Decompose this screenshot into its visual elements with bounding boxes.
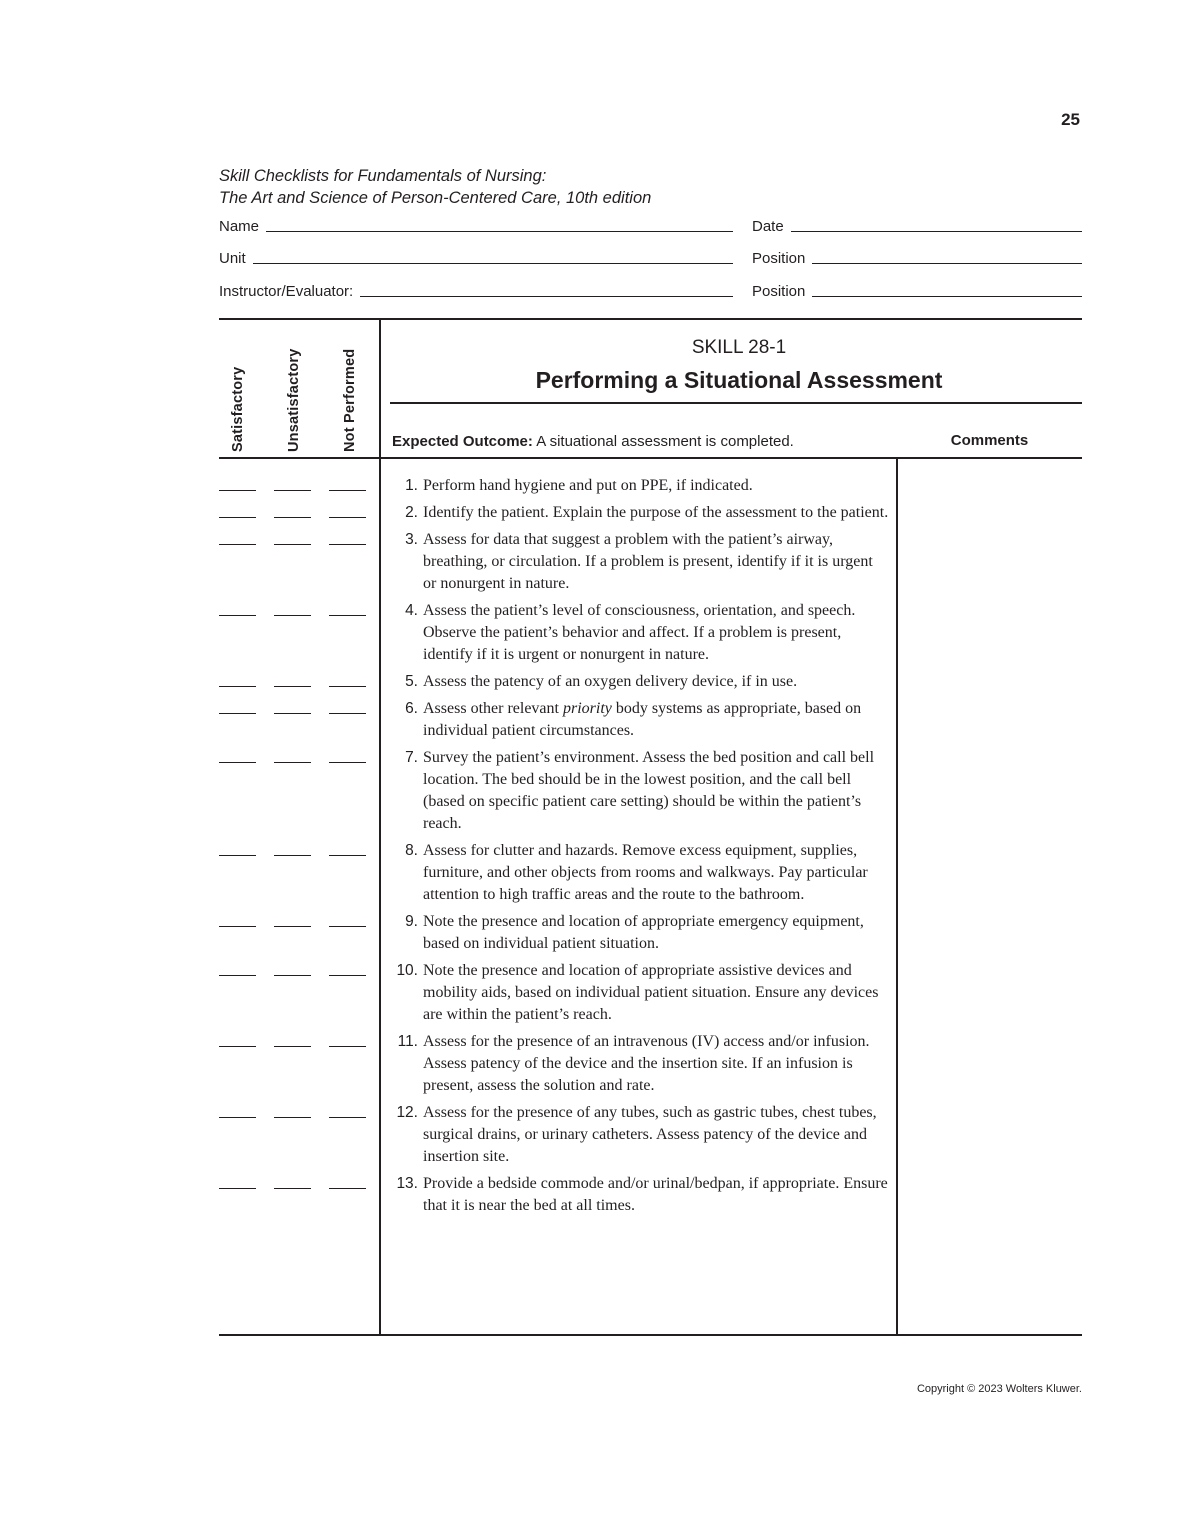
instructor-field[interactable] [219,283,733,300]
unsatisfactory-blank[interactable] [274,615,311,616]
skill-title: Performing a Situational Assessment [535,367,943,393]
comments-header: Comments [950,432,1029,449]
step-number: 1. [405,477,418,494]
expected-outcome [392,433,794,450]
unsatisfactory-blank[interactable] [274,926,311,927]
table-bottom-rule [219,1334,1082,1336]
step-text: Note the presence and location of appropriate assistive devices and mobility aids, based on individual patient situation. Ensure any devices are within the patient’s reach. [423,962,879,1023]
unsatisfactory-blank[interactable] [274,686,311,687]
not-performed-blank[interactable] [329,713,366,714]
satisfactory-blank[interactable] [219,975,256,976]
not-performed-blank[interactable] [329,1117,366,1118]
unsatisfactory-blank[interactable] [274,1117,311,1118]
name-field[interactable] [219,218,733,235]
step-row [219,1031,899,1097]
name-line[interactable] [266,230,733,232]
book-title-line-1: Skill Checklists for Fundamentals of Nursing: [219,167,547,185]
step-number: 9. [405,913,418,930]
step-row [219,1102,899,1168]
satisfactory-blank[interactable] [219,490,256,491]
header-bottom-rule [219,457,1082,459]
step-row [219,600,899,666]
satisfactory-blank[interactable] [219,762,256,763]
step-text: Assess the patient’s level of consciousness, orientation, and speech. Observe the patient’s behavior and affect. If a problem is present, identify if it is urgent or nonurgent in nature. [423,602,856,663]
position-line-2[interactable] [812,295,1082,297]
steps-list [219,475,899,1222]
instructor-line[interactable] [360,295,733,297]
step-row [219,840,899,906]
unsatisfactory-blank[interactable] [274,544,311,545]
step-number: 8. [405,842,418,859]
unsatisfactory-blank[interactable] [274,1188,311,1189]
satisfactory-blank[interactable] [219,517,256,518]
not-performed-blank[interactable] [329,517,366,518]
step-row [219,1173,899,1217]
step-number: 2. [405,504,418,521]
step-text: Provide a bedside commode and/or urinal/bedpan, if appropriate. Ensure that it is near the bed at all times. [423,1175,888,1214]
position-line-1[interactable] [812,262,1082,264]
step-number: 3. [405,531,418,548]
unsatisfactory-header: Unsatisfactory [286,348,302,452]
not-performed-header: Not Performed [342,348,358,452]
step-number: 4. [405,602,418,619]
unit-field[interactable] [219,250,733,267]
step-text: Assess for the presence of an intravenous (IV) access and/or infusion. Assess patency of the device and the insertion site. If an infusion is present, assess the solution and rate. [423,1033,870,1094]
step-row [219,960,899,1026]
unsatisfactory-blank[interactable] [274,490,311,491]
step-number: 11. [397,1033,418,1050]
satisfactory-header: Satisfactory [230,366,246,452]
unsatisfactory-blank[interactable] [274,1046,311,1047]
step-text: Assess for the presence of any tubes, such as gastric tubes, chest tubes, surgical drains, or urinary catheters. Assess patency of the device and insertion site. [423,1104,877,1165]
step-number: 13. [396,1175,418,1192]
not-performed-blank[interactable] [329,686,366,687]
step-text: Note the presence and location of appropriate emergency equipment, based on individual patient situation. [423,913,864,952]
unsatisfactory-blank[interactable] [274,517,311,518]
not-performed-blank[interactable] [329,926,366,927]
step-text: Identify the patient. Explain the purpose of the assessment to the patient. [423,504,889,521]
step-text [423,698,889,742]
step-text: Assess for clutter and hazards. Remove excess equipment, supplies, furniture, and other objects from rooms and walkways. Pay particular attention to high traffic areas and the route to the bathroom. [423,842,868,903]
unsatisfactory-blank[interactable] [274,855,311,856]
satisfactory-blank[interactable] [219,713,256,714]
date-line[interactable] [791,230,1082,232]
outcome-label: Expected Outcome: [392,433,533,450]
satisfactory-blank[interactable] [219,1117,256,1118]
unit-line[interactable] [253,262,733,264]
skill-number: SKILL 28-1 [691,337,787,358]
step-text-italic: priority [562,700,612,717]
not-performed-blank[interactable] [329,1046,366,1047]
not-performed-blank[interactable] [329,490,366,491]
position-field-1[interactable] [752,250,1082,267]
step-number: 5. [405,673,418,690]
outcome-text: A situational assessment is completed. [536,433,794,450]
satisfactory-blank[interactable] [219,544,256,545]
unsatisfactory-blank[interactable] [274,713,311,714]
step-text: Survey the patient’s environment. Assess the bed position and call bell location. The bed should be in the lowest position, and the call bell (based on specific patient care setting) should be within the patient’s reach. [423,749,875,832]
step-number: 10. [396,962,418,979]
step-text: Perform hand hygiene and put on PPE, if indicated. [423,477,753,494]
satisfactory-blank[interactable] [219,1188,256,1189]
book-title-line-2: The Art and Science of Person-Centered Care, 10th edition [219,189,652,207]
step-text-before: Assess other relevant [423,700,563,717]
instructor-label: Instructor/Evaluator: [219,283,354,300]
table-top-rule [219,318,1082,320]
not-performed-blank[interactable] [329,1188,366,1189]
step-row [219,671,899,693]
date-field[interactable] [752,218,1082,235]
page-number: 25 [1061,110,1080,129]
not-performed-blank[interactable] [329,615,366,616]
step-text: Assess for data that suggest a problem with the patient’s airway, breathing, or circulation. If a problem is present, identify if it is urgent or nonurgent in nature. [423,531,873,592]
not-performed-blank[interactable] [329,762,366,763]
not-performed-blank[interactable] [329,544,366,545]
copyright: Copyright © 2023 Wolters Kluwer. [916,1383,1082,1395]
satisfactory-blank[interactable] [219,686,256,687]
step-row [219,698,899,742]
step-text-after: body systems as appropriate, based on individual patient circumstances. [423,700,862,739]
unit-label: Unit [219,250,246,267]
not-performed-blank[interactable] [329,855,366,856]
unsatisfactory-blank[interactable] [274,762,311,763]
satisfactory-blank[interactable] [219,855,256,856]
satisfactory-blank[interactable] [219,926,256,927]
step-row [219,529,899,595]
title-underline-rule [390,402,1082,404]
step-number: 6. [405,700,418,717]
position-label-1: Position [752,250,806,267]
satisfactory-blank[interactable] [219,1046,256,1047]
satisfactory-blank[interactable] [219,615,256,616]
step-row [219,911,899,955]
step-row [219,502,899,524]
date-label: Date [752,218,784,235]
not-performed-blank[interactable] [329,975,366,976]
position-label-2: Position [752,283,806,300]
position-field-2[interactable] [752,283,1082,300]
name-label: Name [219,218,260,235]
unsatisfactory-blank[interactable] [274,975,311,976]
step-row [219,475,899,497]
step-text: Assess the patency of an oxygen delivery device, if in use. [423,673,798,690]
step-number: 7. [405,749,418,766]
book-title [219,165,651,209]
step-row [219,747,899,835]
step-number: 12. [396,1104,418,1121]
